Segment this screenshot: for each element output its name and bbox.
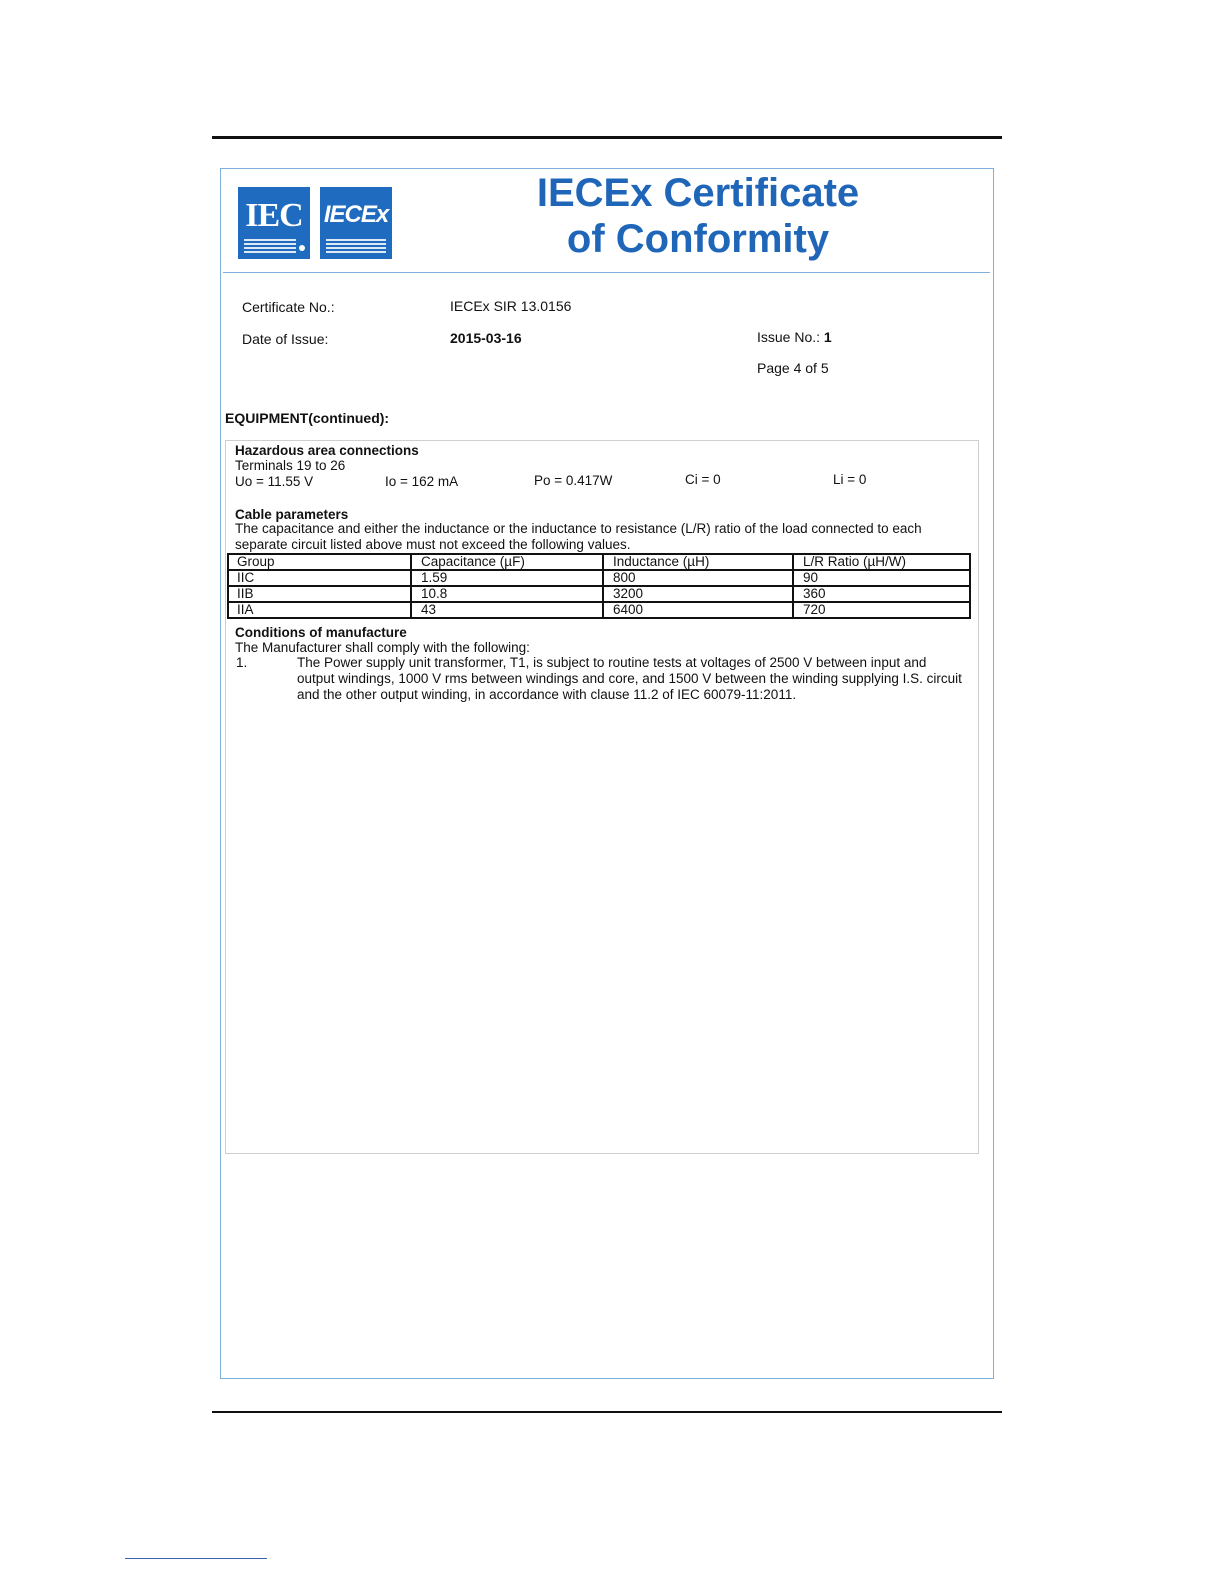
iecex-logo: IECEx — [320, 187, 392, 259]
footnote-rule — [125, 1558, 267, 1559]
table-row — [228, 570, 970, 586]
table-cell: 1.59 — [411, 570, 603, 586]
param-uo: Uo = 11.55 V — [235, 474, 314, 489]
table-header-row — [228, 554, 970, 570]
table-cell: IIB — [228, 586, 411, 602]
title-line-1: IECEx Certificate — [536, 171, 860, 215]
table-cell: 800 — [603, 570, 793, 586]
param-li: Li = 0 — [833, 472, 867, 487]
table-cell: 720 — [793, 602, 970, 618]
table-cell: 90 — [793, 570, 970, 586]
date-of-issue-label: Date of Issue: — [242, 331, 329, 347]
terminals-text: Terminals 19 to 26 — [235, 458, 346, 473]
certificate-number-label: Certificate No.: — [242, 299, 335, 315]
date-of-issue-value: 2015-03-16 — [450, 330, 522, 346]
table-cell: 360 — [793, 586, 970, 602]
conditions-heading: Conditions of manufacture — [235, 625, 407, 640]
issue-number-label: Issue No.: — [757, 329, 821, 345]
condition-number: 1. — [236, 655, 248, 670]
param-ci: Ci = 0 — [685, 472, 721, 487]
top-rule — [212, 136, 1002, 139]
bottom-rule — [212, 1411, 1002, 1413]
page-number: Page 4 of 5 — [757, 360, 829, 376]
iec-logo: IEC — [238, 187, 310, 259]
header-capacitance: Capacitance (µF) — [411, 554, 603, 570]
param-po: Po = 0.417W — [534, 473, 613, 488]
table-cell: 43 — [411, 602, 603, 618]
header-lr-ratio: L/R Ratio (µH/W) — [793, 554, 970, 570]
issue-number — [757, 329, 832, 345]
header-group: Group — [228, 554, 411, 570]
header-inductance: Inductance (µH) — [603, 554, 793, 570]
condition-text: The Power supply unit transformer, T1, is subject to routine tests at voltages of 2500 V between input and output windings, 1000 V rms between windings and core, and 1500 V between the winding supplying I.S. circuit and the other output winding, in accordance with clause 11.2 of IEC 60079-11:2011. — [297, 655, 962, 702]
cable-table — [227, 553, 971, 619]
equipment-heading: EQUIPMENT(continued): — [225, 410, 390, 426]
table-row — [228, 602, 970, 618]
table-cell: 10.8 — [411, 586, 603, 602]
certificate-number-value: IECEx SIR 13.0156 — [450, 298, 572, 314]
cable-description: The capacitance and either the inductance or the inductance to resistance (L/R) ratio of the load connected to each separate circuit listed above must not exceed the following values. — [235, 521, 922, 552]
header-divider — [223, 272, 990, 273]
issue-number-value: 1 — [823, 329, 832, 345]
hazardous-heading: Hazardous area connections — [235, 443, 419, 458]
table-cell: 6400 — [603, 602, 793, 618]
title-line-2: of Conformity — [566, 217, 830, 261]
param-io: Io = 162 mA — [385, 474, 459, 489]
table-cell: IIC — [228, 570, 411, 586]
certificate-title — [500, 170, 896, 262]
cable-heading: Cable parameters — [235, 507, 349, 522]
table-row — [228, 586, 970, 602]
table-cell: 3200 — [603, 586, 793, 602]
conditions-intro: The Manufacturer shall comply with the following: — [235, 640, 530, 655]
table-cell: IIA — [228, 602, 411, 618]
